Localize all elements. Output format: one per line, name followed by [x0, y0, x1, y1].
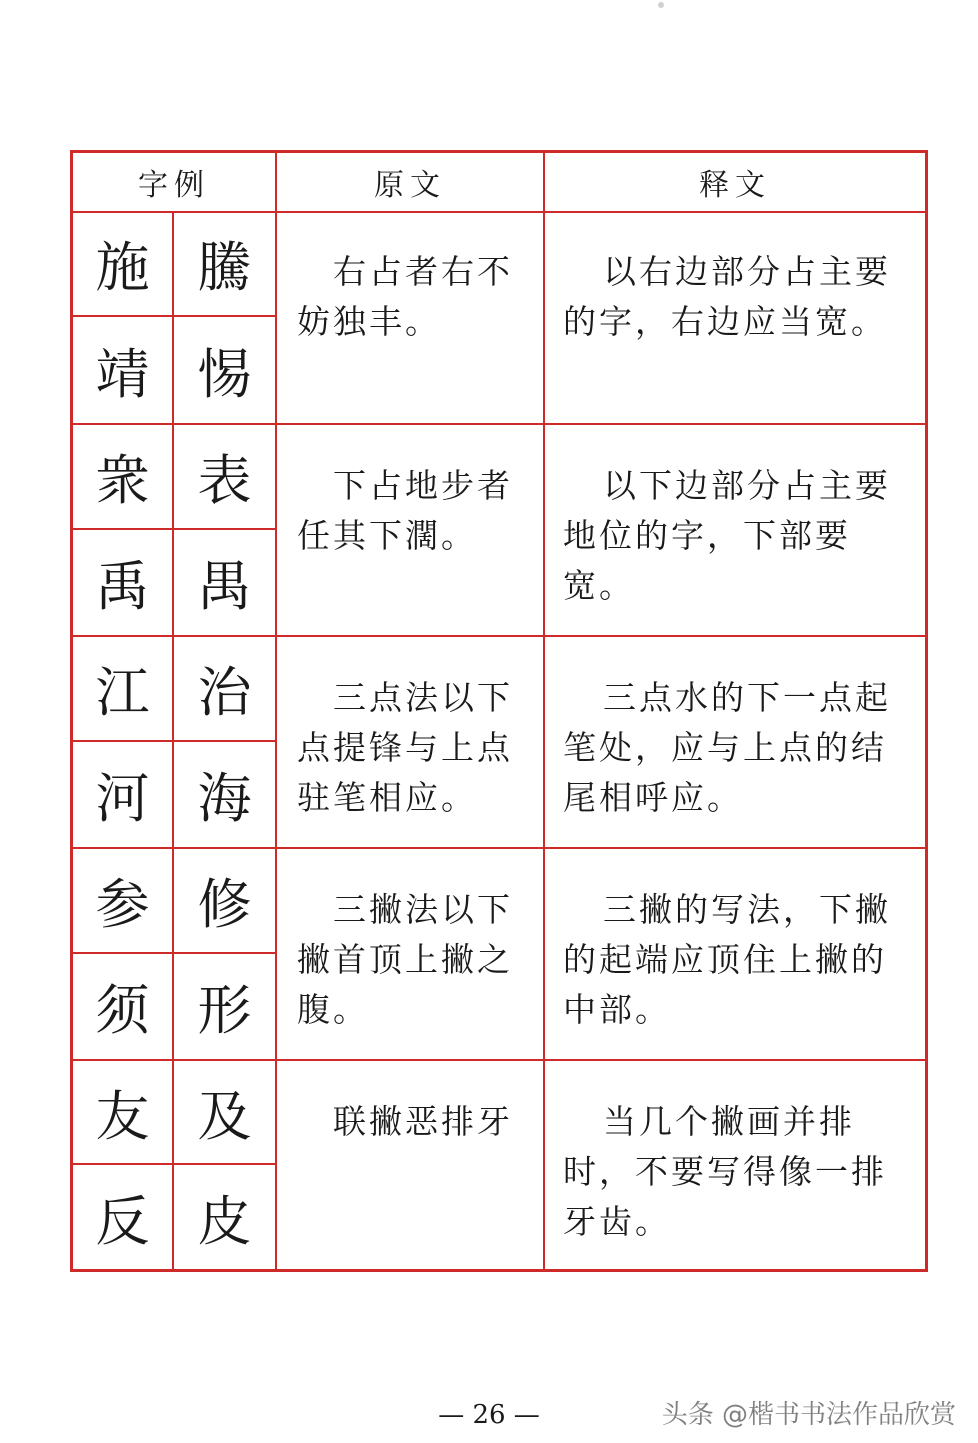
example-chars [73, 637, 275, 847]
original-text: 右占者右不妨独丰。 [275, 211, 543, 423]
translation-text: 三撇的写法，下撇的起端应顶住上撇的中部。 [543, 849, 925, 1059]
example-char: 施 [73, 211, 174, 317]
example-char: 参 [73, 849, 174, 954]
example-chars [73, 425, 275, 635]
example-char: 友 [73, 1061, 174, 1165]
example-char: 靖 [73, 317, 174, 423]
example-char: 修 [174, 849, 275, 954]
example-char: 禺 [197, 555, 252, 618]
page-corner-mark [658, 2, 664, 8]
translation-text: 三点水的下一点起笔处，应与上点的结尾相呼应。 [543, 637, 925, 847]
table-row [73, 847, 925, 1059]
example-chars [73, 849, 275, 1059]
original-text: 联撇恶排牙 [275, 1061, 543, 1269]
page-number: — 26 — [438, 1400, 540, 1430]
example-char: 治 [174, 637, 275, 742]
table-header [73, 153, 925, 213]
example-char: 河 [73, 742, 174, 847]
example-char: 反 [73, 1165, 174, 1269]
original-text: 下占地步者任其下濶。 [275, 425, 543, 635]
example-char: 皮 [197, 1189, 252, 1253]
original-text: 三撇法以下撇首顶上撇之腹。 [275, 849, 543, 1059]
table-row [73, 423, 925, 635]
table-row [73, 635, 925, 847]
translation-text: 当几个撇画并排时，不要写得像一排牙齿。 [543, 1061, 925, 1269]
example-char: 江 [73, 637, 174, 742]
example-char: 衆 [73, 425, 174, 530]
header-translation: 释文 [543, 153, 925, 211]
example-char: 形 [197, 979, 252, 1042]
table-body [73, 211, 925, 1269]
table-row [73, 1059, 925, 1269]
example-char: 海 [197, 767, 252, 830]
example-char: 须 [73, 954, 174, 1059]
example-chars [73, 211, 275, 423]
translation-text: 以右边部分占主要的字，右边应当宽。 [543, 211, 925, 423]
translation-text: 以下边部分占主要地位的字，下部要宽。 [543, 425, 925, 635]
example-char: 禹 [73, 530, 174, 635]
calligraphy-table [70, 150, 928, 1272]
original-text: 三点法以下点提锋与上点驻笔相应。 [275, 637, 543, 847]
example-char: 惕 [197, 342, 252, 406]
example-chars [73, 1061, 275, 1269]
header-examples: 字例 [138, 168, 210, 203]
example-char: 騰 [174, 211, 275, 317]
table-row [73, 211, 925, 423]
header-original: 原文 [275, 153, 543, 211]
watermark: 头条 @楷书书法作品欣赏 [661, 1400, 956, 1430]
example-char: 表 [174, 425, 275, 530]
example-char: 及 [174, 1061, 275, 1165]
